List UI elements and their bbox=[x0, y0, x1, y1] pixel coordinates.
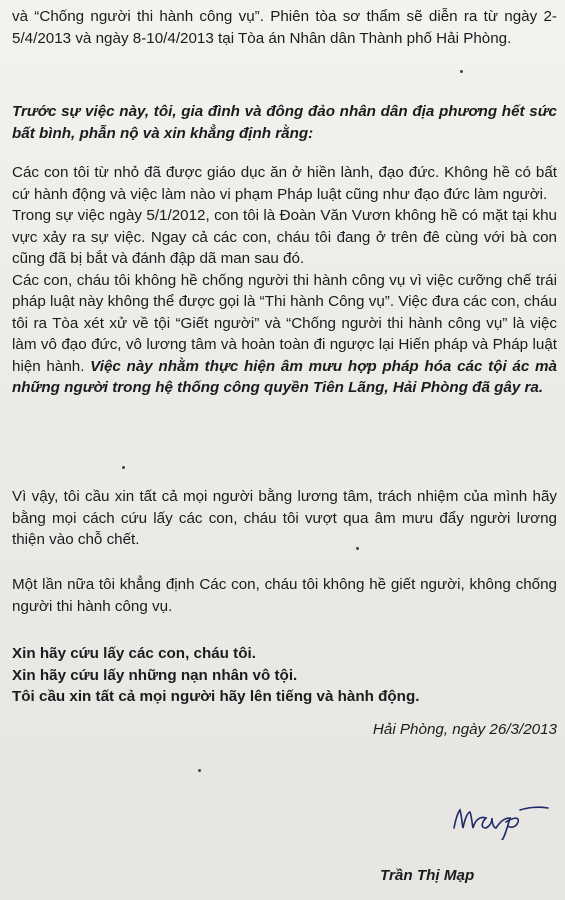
paragraph-trial-dates: và “Chống người thi hành công vụ”. Phiên tòa sơ thẩm sẽ diễn ra từ ngày 2-5/4/2013 và ngày 8-10/4/2013 tại Tòa án Nhân dân Thành phố Hải Phòng. bbox=[12, 8, 557, 47]
paper-speck bbox=[356, 547, 359, 550]
claim-conspiracy-text: Việc này nhằm thực hiện âm mưu hợp pháp hóa các tội ác mà những người trong hệ thống công quyền Tiên Lãng, Hải Phòng đã gây ra. bbox=[12, 357, 557, 396]
paper-speck bbox=[198, 769, 201, 772]
appeal-line: Xin hãy cứu lấy những nạn nhân vô tội. bbox=[12, 666, 298, 684]
paragraph-reaffirm: Một lần nữa tôi khẳng định Các con, cháu tôi không hề giết người, không chống người thi hành công vụ. bbox=[12, 576, 557, 615]
claim-unlawful-enforcement bbox=[12, 270, 557, 399]
claim-absence: Trong sự việc ngày 5/1/2012, con tôi là Đoàn Văn Vươn không hề có mặt tại khu vực xảy ra sự việc. Ngay cả các con, cháu tôi đang ở trên đê cùng với bà con cũng đã bị bắt và đánh đập dã man sau đó. bbox=[12, 207, 557, 267]
paragraph-claims bbox=[12, 162, 557, 399]
paper-speck bbox=[460, 70, 463, 73]
appeal-list bbox=[12, 643, 557, 708]
paragraph-declaration-intro: Trước sự việc này, tôi, gia đình và đông đảo nhân dân địa phương hết sức bất bình, phẫn nộ và xin khẳng định rằng: bbox=[12, 103, 557, 142]
appeal-line: Tôi cầu xin tất cả mọi người hãy lên tiếng và hành động. bbox=[12, 688, 420, 705]
signer-name: Trần Thị Mạp bbox=[380, 867, 475, 884]
appeal-line: Xin hãy cứu lấy các con, cháu tôi. bbox=[12, 645, 256, 662]
handwritten-signature bbox=[448, 788, 558, 840]
paper-speck bbox=[122, 466, 125, 469]
paragraph-plea: Vì vậy, tôi cầu xin tất cả mọi người bằng lương tâm, trách nhiệm của mình hãy bằng mọi cách cứu lấy các con, cháu tôi vượt qua âm mưu đẩy người lương thiện vào chỗ chết. bbox=[12, 488, 557, 548]
date-line: Hải Phòng, ngày 26/3/2013 bbox=[372, 721, 557, 738]
claim-unlawful-text: Các con, cháu tôi không hề chống người thi hành công vụ vì việc cưỡng chế trái pháp luật này không thể được gọi là “Thi hành Công vụ”. Việc đưa các con, cháu tôi ra Tòa xét xử về tội “Giết người” và “Chống người thi hành công vụ” là việc làm vô đạo đức, vô lương tâm và hoàn toàn đi ngược lại Hiến pháp và Pháp luật hiện hành. bbox=[12, 271, 557, 375]
claim-upbringing: Các con tôi từ nhỏ đã được giáo dục ăn ở hiền lành, đạo đức. Không hề có bất cứ hành động và việc làm nào vi phạm Pháp luật cũng như đạo đức làm người. bbox=[12, 164, 557, 203]
